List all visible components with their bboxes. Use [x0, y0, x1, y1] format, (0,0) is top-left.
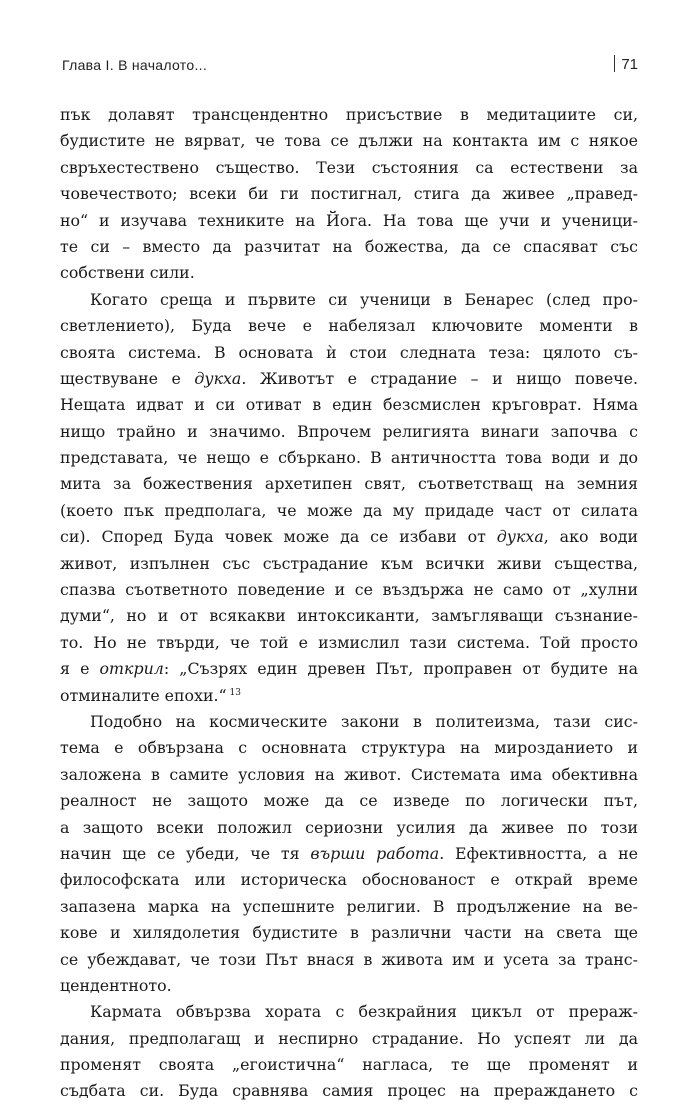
page-number-divider: [614, 55, 615, 72]
text-line: своята система. В основата ѝ стои следната теза: цялото съ-: [60, 342, 638, 362]
text-line: я е открил: „Съзрях един древен Път, проправен от будите на: [60, 659, 638, 679]
body-text: [60, 102, 638, 1105]
text-line: светлението), Буда вече е набелязал ключовите моменти в: [60, 316, 638, 336]
paragraph: [60, 709, 638, 999]
text-line: думи“, но и от всякакви интоксиканти, замъгляващи съзнание-: [60, 606, 638, 626]
text-line: пък долавят трансцендентно присъствие в медитациите си,: [60, 105, 638, 124]
text-line: философската или историческа обоснованост е открай време: [60, 870, 638, 890]
text-line: отминалите епохи.“ $^{13}$: [60, 685, 241, 705]
footnote-reference[interactable]: 13: [226, 687, 241, 698]
text-line: променят своята „егоистична“ нагласа, те ще променят и: [60, 1055, 638, 1075]
text-line: Когато среща и първите си ученици в Бенарес (след про-: [90, 289, 638, 309]
text-line: реалност не защото може да се изведе по логически път,: [60, 791, 638, 811]
text-line: съдбата си. Буда сравнява самия процес на прераждането с: [60, 1081, 638, 1101]
text-line: (което пък предполага, че може да му придаде част от силата: [60, 500, 638, 520]
paragraph: [60, 102, 638, 287]
running-head-title: Глава I. В началото...: [62, 57, 208, 73]
text-line: мита за божествения архетипен свят, съответстващ на земния: [60, 474, 638, 494]
text-line: цендентното.: [60, 975, 172, 995]
paragraph: [60, 999, 638, 1105]
text-line: си). Според Буда човек може да се избави от дукха, ако води: [60, 527, 638, 547]
text-line: дания, предполагащ и неспирно страдание. Но успеят ли да: [60, 1028, 638, 1048]
text-line: Подобно на космическите закони в политеизма, тази сис-: [90, 711, 638, 731]
text-line: собствени сили.: [60, 263, 195, 283]
text-line: а защото всеки положил сериозни усилия да живее по този: [60, 817, 638, 837]
text-line: Кармата обвързва хората с безкрайния цикъл от прераж-: [90, 1002, 638, 1022]
text-line: ществуване е дукха. Животът е страдание – и нищо повече.: [60, 368, 638, 388]
text-line: свръхестествено същество. Тези състояния са естествени за: [60, 157, 638, 177]
text-line: начин ще се убеди, че тя върши работа. Ефективността, а не: [60, 843, 638, 863]
paragraph: [60, 287, 638, 709]
text-line: тема е обвързана с основната структура на мирозданието и: [60, 738, 638, 758]
text-line: будистите не вярват, че това се дължи на контакта им с някое: [60, 131, 638, 151]
text-line: те си – вместо да разчитат на божества, да се спасяват със: [60, 236, 638, 256]
text-line: запазена марка на успешните религии. В продължение на ве-: [60, 896, 638, 916]
page-number: [614, 55, 638, 73]
text-line: кове и хилядолетия будистите в различни части на света ще: [60, 923, 638, 943]
text-line: се убеждават, че този Път внася в живота им и усета за транс-: [60, 949, 638, 969]
text-line: човечеството; всеки би ги постигнал, стига да живее „правед-: [60, 184, 638, 204]
text-line: нищо трайно и значимо. Впрочем религията винаги започва с: [60, 421, 638, 441]
text-line: представата, че нещо е сбъркано. В античността това води и до: [60, 448, 638, 468]
text-line: Нещата идват и си отиват в един безсмислен кръговрат. Няма: [60, 395, 638, 415]
text-line: то. Но не твърди, че той е измислил тази система. Той просто: [60, 632, 638, 652]
text-line: заложена в самите условия на живот. Системата има обективна: [60, 764, 638, 784]
text-line: но“ и изучава техниките на Йога. На това ще учи и ученици-: [60, 210, 638, 230]
page-number-value: 71: [621, 56, 638, 73]
text-line: спазва съответното поведение и се въздържа не само от „хулни: [60, 580, 638, 600]
text-line: живот, изпълнен със състрадание към всички живи същества,: [60, 553, 638, 573]
